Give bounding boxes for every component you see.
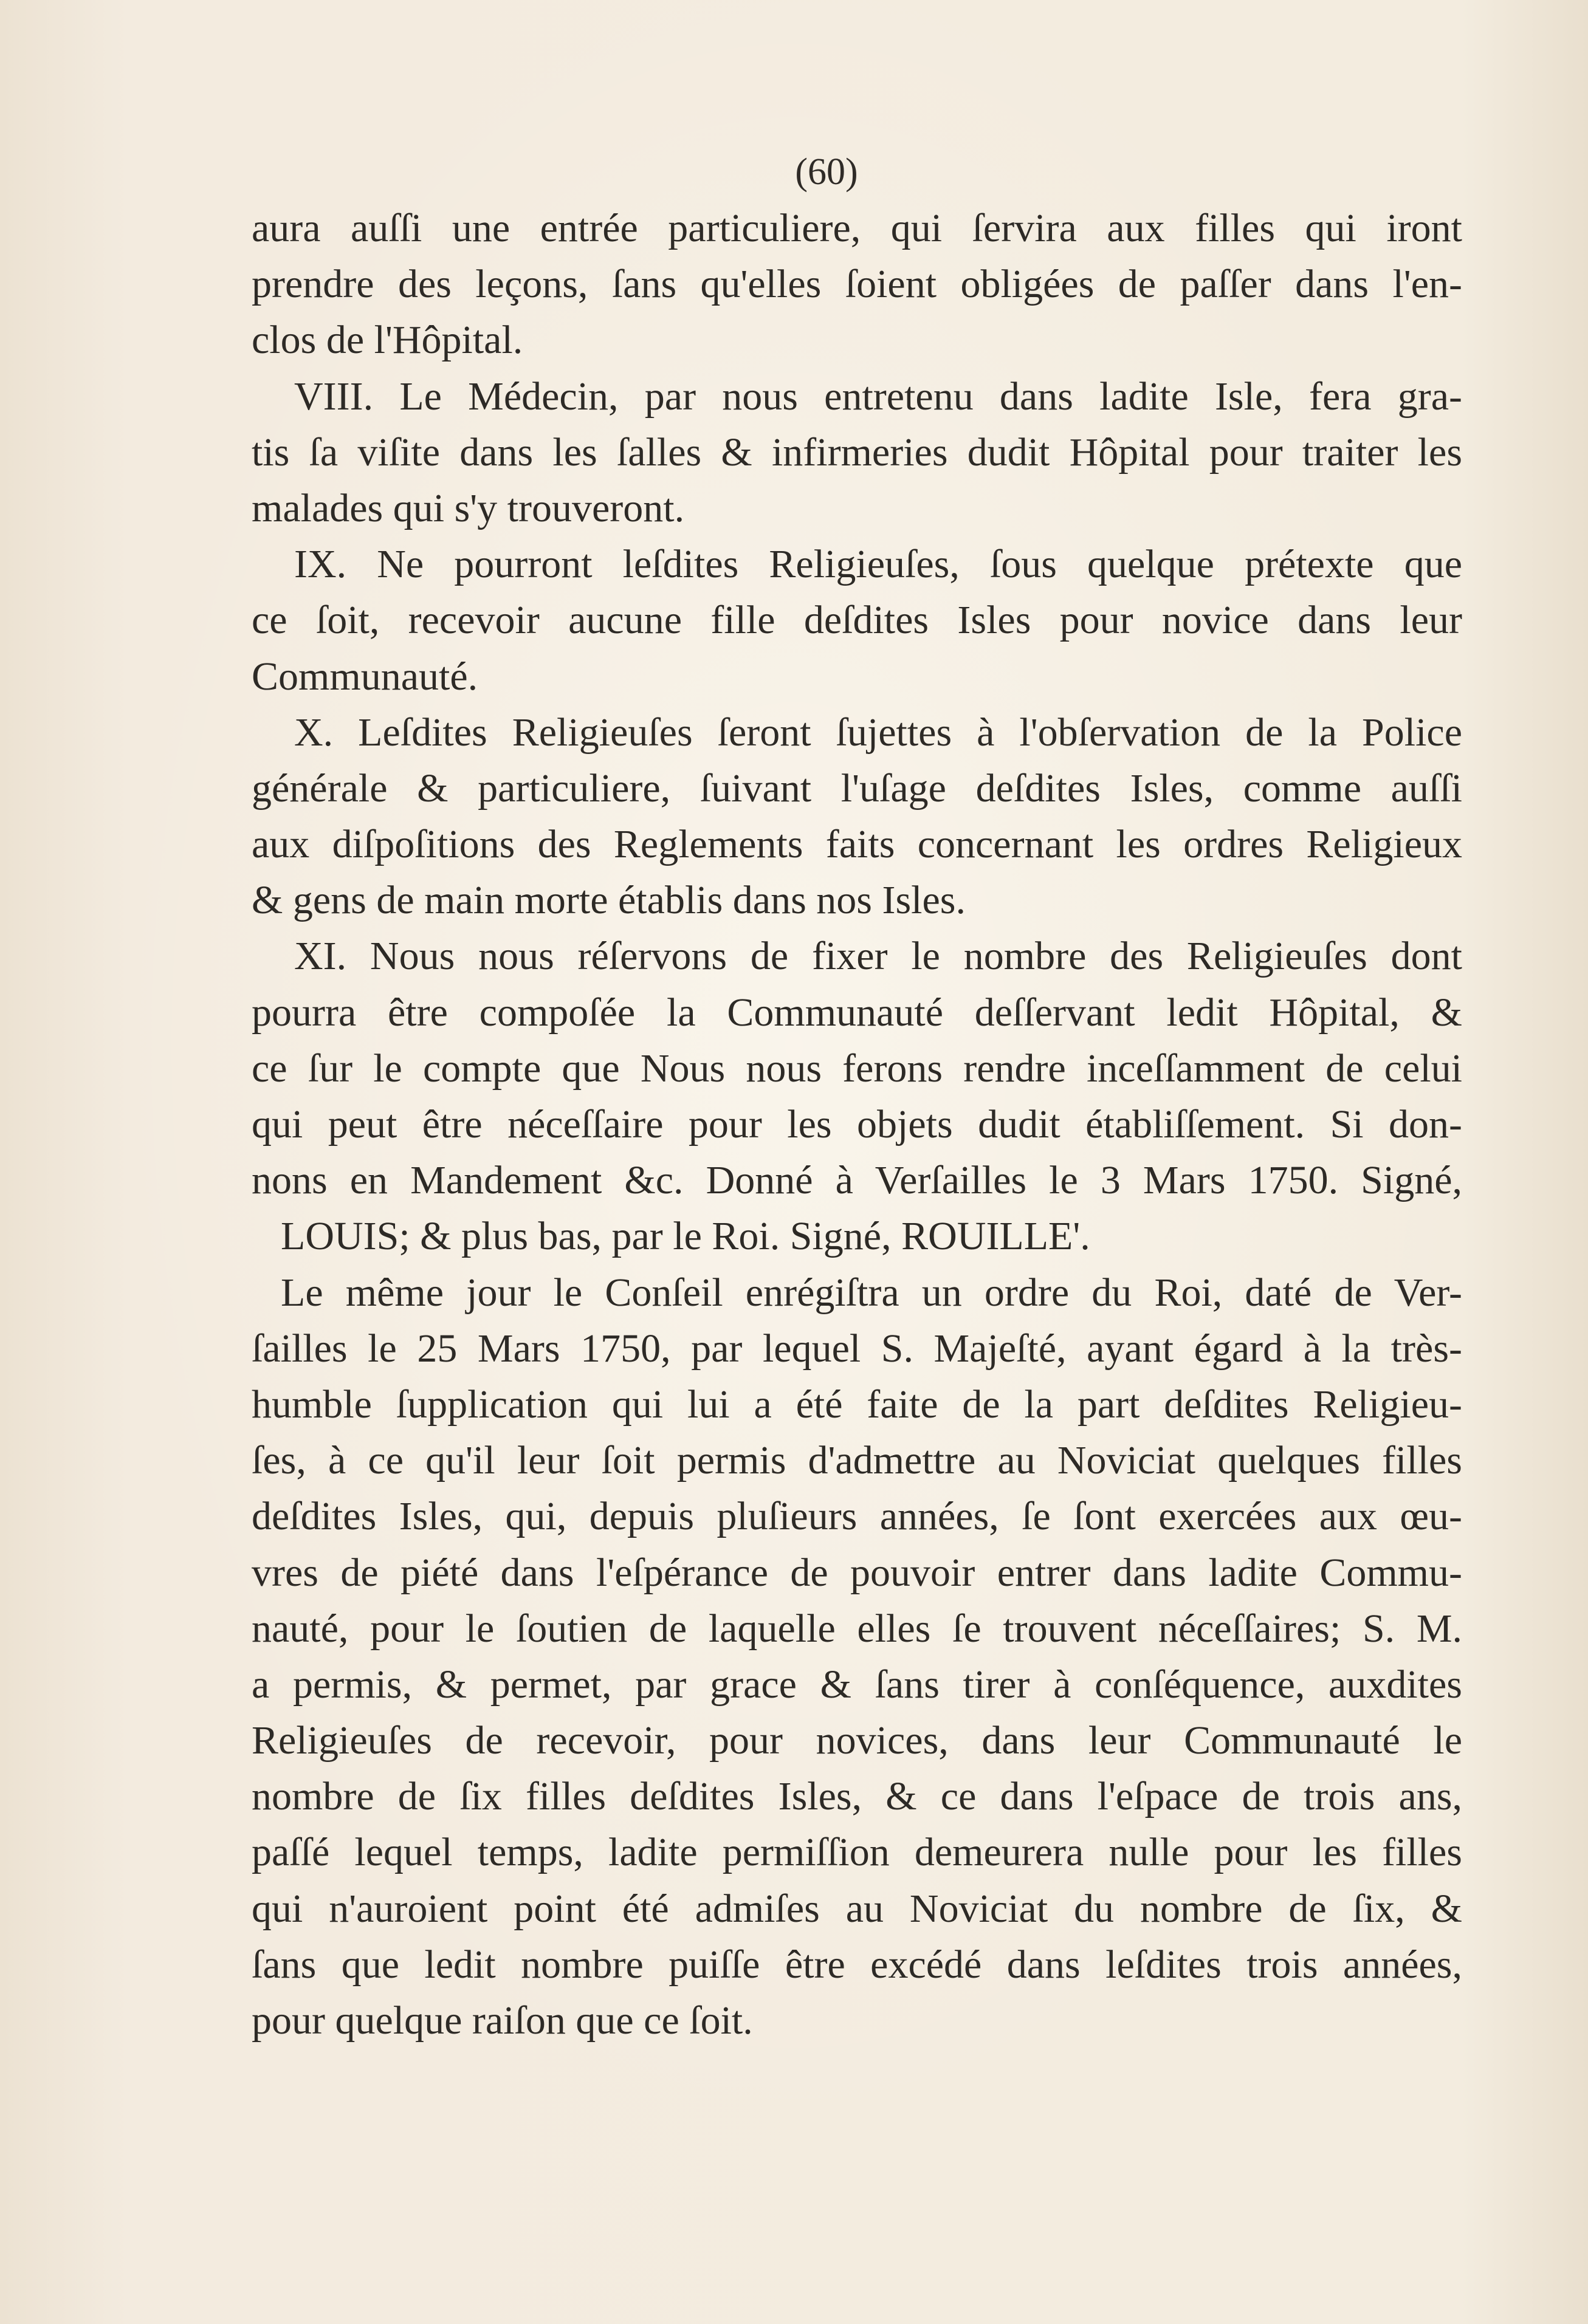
text-line: ce ſur le compte que Nous nous ferons rendre inceſſamment de celui (252, 1046, 1462, 1091)
text-line: qui peut être néceſſaire pour les objets dudit établiſſement. Si don- (252, 1102, 1462, 1147)
text-line: Communauté. (252, 654, 478, 699)
text-line: aux diſpoſitions des Reglements faits concernant les ordres Religieux (252, 822, 1462, 867)
text-line: générale & particuliere, ſuivant l'uſage deſdites Isles, comme auſſi (252, 766, 1462, 811)
text-line: aura auſſi une entrée particuliere, qui ſervira aux filles qui iront (252, 206, 1462, 250)
text-line: nauté, pour le ſoutien de laquelle elles ſe trouvent néceſſaires; S. M. (252, 1606, 1462, 1651)
text-line: ce ſoit, recevoir aucune fille deſdites Isles pour novice dans leur (252, 598, 1462, 643)
text-line: X. Leſdites Religieuſes ſeront ſujettes à l'obſervation de la Police (294, 710, 1462, 755)
text-line: qui n'auroient point été admiſes au Noviciat du nombre de ſix, & (252, 1886, 1462, 1931)
text-line: & gens de main morte établis dans nos Isles. (252, 878, 966, 923)
text-line: paſſé lequel temps, ladite permiſſion demeurera nulle pour les filles (252, 1830, 1462, 1875)
text-line: prendre des leçons, ſans qu'elles ſoient obligées de paſſer dans l'en- (252, 262, 1462, 307)
text-line: pourra être compoſée la Communauté deſſervant ledit Hôpital, & (252, 990, 1462, 1035)
text-line: Le même jour le Conſeil enrégiſtra un ordre du Roi, daté de Ver- (281, 1270, 1462, 1315)
page-number: (60) (795, 151, 858, 193)
body-text (252, 201, 1462, 2049)
text-line: ſans que ledit nombre puiſſe être excédé dans leſdites trois années, (252, 1942, 1462, 1987)
text-line: clos de l'Hôpital. (252, 318, 523, 363)
text-line: deſdites Isles, qui, depuis pluſieurs années, ſe ſont exercées aux œu- (252, 1494, 1462, 1539)
text-line: pour quelque raiſon que ce ſoit. (252, 1998, 753, 2043)
text-line: IX. Ne pourront leſdites Religieuſes, ſous quelque prétexte que (294, 542, 1462, 587)
text-line: humble ſupplication qui lui a été faite de la part deſdites Religieu- (252, 1382, 1462, 1427)
text-line: Religieuſes de recevoir, pour novices, dans leur Communauté le (252, 1718, 1462, 1763)
text-line: ſes, à ce qu'il leur ſoit permis d'admettre au Noviciat quelques filles (252, 1438, 1462, 1483)
text-line: a permis, & permet, par grace & ſans tirer à conſéquence, auxdites (252, 1662, 1462, 1707)
text-line: tis ſa viſite dans les ſalles & infirmeries dudit Hôpital pour traiter les (252, 430, 1462, 475)
text-line: nons en Mandement &c. Donné à Verſailles le 3 Mars 1750. Signé, (252, 1158, 1462, 1203)
text-line: nombre de ſix filles deſdites Isles, & ce dans l'eſpace de trois ans, (252, 1774, 1462, 1819)
text-line: XI. Nous nous réſervons de fixer le nombre des Religieuſes dont (294, 934, 1462, 979)
text-line: ſailles le 25 Mars 1750, par lequel S. Majeſté, ayant égard à la très- (252, 1326, 1462, 1371)
text-line: VIII. Le Médecin, par nous entretenu dans ladite Isle, fera gra- (294, 374, 1462, 419)
text-line: LOUIS; & plus bas, par le Roi. Signé, ROUILLE'. (281, 1214, 1090, 1259)
text-line: vres de piété dans l'eſpérance de pouvoir entrer dans ladite Commu- (252, 1550, 1462, 1595)
text-line: malades qui s'y trouveront. (252, 485, 685, 530)
